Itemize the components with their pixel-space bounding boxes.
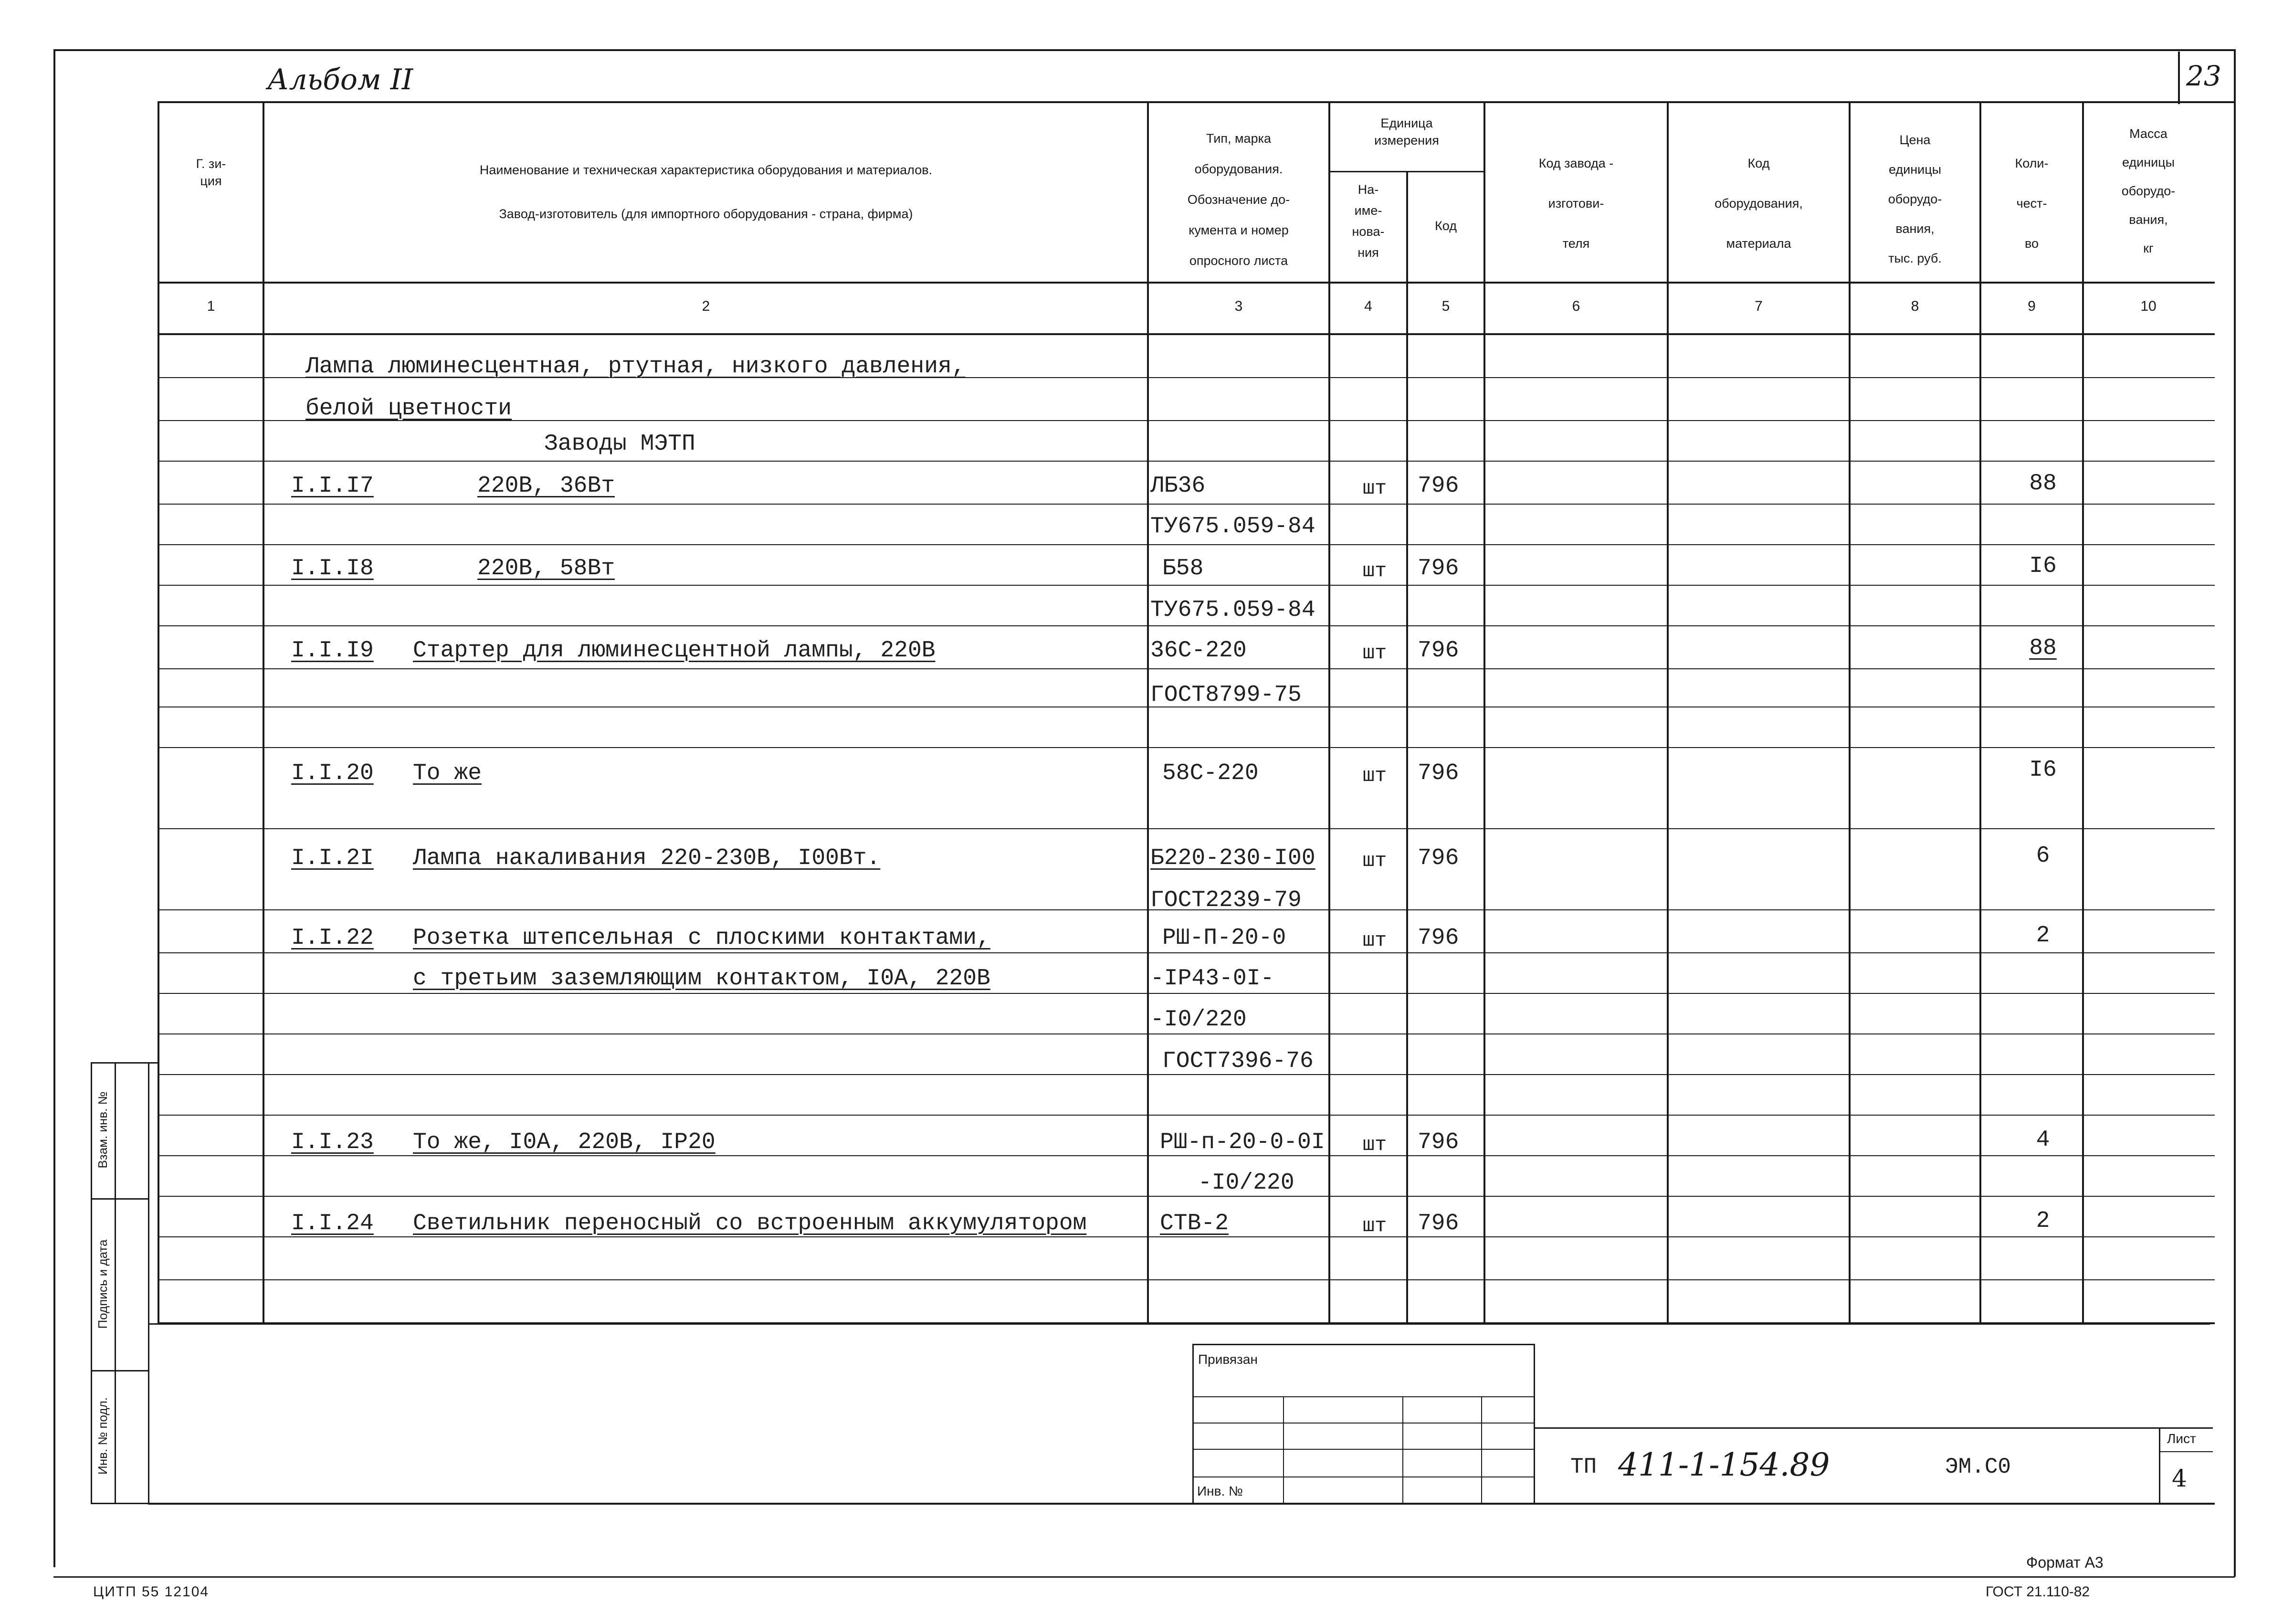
row-line	[158, 1196, 2215, 1197]
row-name: Лампа люминесцентная, ртутная, низкого давления,	[305, 354, 966, 380]
row-position: I.I.I7	[291, 473, 374, 499]
col-header-4: На- име- нова- ния	[1352, 182, 1385, 260]
table-top	[158, 101, 2234, 103]
sheet-box-left	[2159, 1427, 2160, 1504]
col-line-3	[1328, 101, 1330, 1323]
page-number-box-left	[2178, 52, 2180, 104]
row-type: ГОСТ8799-75	[1150, 682, 1302, 708]
col-line-5	[1483, 101, 1485, 1323]
row-code: 796	[1418, 638, 1459, 664]
row-name: То же, I0А, 220В, IP20	[413, 1129, 715, 1155]
row-type: ГОСТ7396-76	[1162, 1048, 1314, 1074]
row-type: -I0/220	[1198, 1170, 1294, 1196]
outer-frame-bottom	[53, 1576, 2235, 1578]
row-name: Стартер для люминесцентной лампы, 220В	[413, 638, 936, 664]
stamp-block-top	[1192, 1344, 1535, 1345]
row-type: -IP43-0I-	[1150, 966, 1274, 991]
album-label: Альбом II	[267, 63, 413, 96]
row-unit: шт	[1362, 1133, 1387, 1156]
col-header-5: Код	[1435, 219, 1457, 233]
row-position: I.I.23	[291, 1129, 374, 1155]
col-number-8: 8	[1911, 298, 1919, 314]
stamp-block-row4	[1192, 1476, 1535, 1477]
row-line	[158, 544, 2215, 545]
row-position: I.I.20	[291, 760, 374, 786]
row-unit: шт	[1362, 1214, 1387, 1237]
col-number-7: 7	[1755, 298, 1763, 314]
row-qty: 2	[2036, 923, 2050, 949]
row-position: I.I.I8	[291, 556, 374, 581]
side-stamp-right	[148, 1062, 149, 1504]
side-stamp-sep1	[91, 1198, 148, 1200]
stamp-block-left	[1192, 1344, 1194, 1504]
side-stamp-mid	[115, 1062, 116, 1504]
col-number-6: 6	[1572, 298, 1580, 314]
row-qty: 88	[2029, 471, 2057, 496]
bottom-frame-bottom	[148, 1503, 2215, 1505]
bottom-frame-top	[148, 1323, 2210, 1325]
row-name: 220В, 58Вт	[477, 556, 615, 581]
row-type: -I0/220	[1150, 1007, 1247, 1033]
stamp-block-row2	[1192, 1423, 1535, 1424]
row-type: ТУ675.059-84	[1150, 597, 1315, 623]
stamp-block-right	[1534, 1344, 1535, 1504]
row-type: 36С-220	[1150, 638, 1247, 664]
row-unit: шт	[1362, 642, 1387, 664]
row-code: 796	[1418, 760, 1459, 786]
col-line-8	[1979, 101, 1981, 1323]
stamp-block-row1	[1192, 1396, 1535, 1397]
stamp-block-vline1	[1283, 1396, 1284, 1504]
row-unit: шт	[1362, 849, 1387, 872]
row-line	[158, 1033, 2215, 1034]
row-type: РШ-П-20-0	[1162, 925, 1286, 951]
col-number-2: 2	[702, 298, 710, 314]
row-position: I.I.I9	[291, 638, 374, 664]
col-number-1: 1	[207, 298, 215, 314]
row-line	[158, 504, 2215, 505]
col-header-7: Код оборудования, материала	[1715, 156, 1803, 251]
row-line	[158, 668, 2215, 669]
colnum-bottom	[158, 333, 2215, 335]
row-name: То же	[413, 760, 482, 786]
stamp-block-vline3	[1481, 1396, 1482, 1504]
row-qty: 6	[2036, 843, 2050, 869]
row-line	[158, 993, 2215, 994]
row-position: I.I.2I	[291, 845, 374, 871]
row-type: Б58	[1162, 556, 1204, 581]
row-unit: шт	[1362, 929, 1387, 952]
outer-frame-left	[53, 49, 55, 1567]
row-line	[158, 747, 2215, 748]
row-line	[158, 828, 2215, 829]
row-line	[158, 625, 2215, 626]
stamp-block-vline2	[1402, 1396, 1403, 1504]
stamp-privyazan: Привязан	[1198, 1352, 1258, 1367]
row-name: Розетка штепсельная с плоскими контактами,	[413, 925, 990, 951]
row-qty: 2	[2036, 1208, 2050, 1234]
row-code: 796	[1418, 1129, 1459, 1155]
row-code: 796	[1418, 1211, 1459, 1236]
row-type: Б220-230-I00	[1150, 845, 1315, 871]
row-line	[158, 952, 2215, 953]
row-name: Лампа накаливания 220-230В, I00Вт.	[413, 845, 881, 871]
row-code: 796	[1418, 845, 1459, 871]
row-code: 796	[1418, 925, 1459, 951]
col-header-9: Коли- чест- во	[2015, 156, 2049, 251]
side-stamp-bottom	[91, 1503, 158, 1504]
col-header-2: Наименование и техническая характеристика оборудования и материалов. Завод-изготовитель (для импортного оборудования - страна, фирма)	[479, 163, 933, 221]
sheet-label: Лист	[2167, 1431, 2196, 1446]
row-unit: шт	[1362, 477, 1387, 500]
footer-gost: ГОСТ 21.110-82	[1986, 1584, 2090, 1600]
row-name: Заводы МЭТП	[544, 431, 695, 457]
sheet-number: 4	[2172, 1465, 2187, 1492]
row-qty: 4	[2036, 1127, 2050, 1153]
row-name: 220В, 36Вт	[477, 473, 615, 499]
row-type: ЛБ36	[1150, 473, 1206, 499]
row-type: ГОСТ2239-79	[1150, 887, 1302, 913]
doc-section: ЭМ.С0	[1945, 1455, 2011, 1479]
side-stamp-vzam: Взам. инв. №	[95, 1091, 110, 1169]
row-position: I.I.22	[291, 925, 374, 951]
row-type: 58С-220	[1162, 760, 1259, 786]
row-unit: шт	[1362, 559, 1387, 582]
outer-frame-top	[53, 49, 2235, 51]
row-line	[158, 1115, 2215, 1116]
stamp-block-row3	[1192, 1449, 1535, 1450]
row-line	[158, 1279, 2215, 1280]
table-left	[158, 101, 159, 1323]
col-number-9: 9	[2028, 298, 2036, 314]
side-stamp-sign: Подпись и дата	[95, 1239, 110, 1329]
col-line-2	[1147, 101, 1149, 1323]
col-header-unit-group: Единица измерения	[1374, 116, 1439, 148]
row-qty: I6	[2029, 757, 2057, 783]
row-type: ТУ675.059-84	[1150, 514, 1315, 539]
row-qty: 88	[2029, 635, 2057, 661]
col-header-3: Тип, марка оборудования. Обозначение до- кумента и номер опросного листа	[1187, 131, 1290, 268]
side-stamp-left	[91, 1062, 92, 1504]
footer-left-code: ЦИТП 55 12104	[93, 1584, 210, 1600]
col-header-1: Г. зи- ция	[196, 157, 226, 188]
row-code: 796	[1418, 473, 1459, 499]
doc-prefix: ТП	[1570, 1455, 1597, 1479]
footer-format: Формат А3	[2026, 1554, 2104, 1571]
header-bottom	[158, 282, 2215, 284]
row-type: РШ-п-20-0-0I	[1160, 1129, 1325, 1155]
page-number: 23	[2186, 60, 2221, 92]
col-number-10: 10	[2140, 298, 2157, 314]
row-line	[158, 585, 2215, 586]
row-code: 796	[1418, 556, 1459, 581]
doc-block-top	[1535, 1427, 2213, 1429]
outer-frame-right	[2234, 49, 2236, 1577]
row-qty: I6	[2029, 553, 2057, 579]
col-number-3: 3	[1234, 298, 1243, 314]
row-name: белой цветности	[305, 396, 512, 422]
stamp-inv-no: Инв. №	[1197, 1484, 1243, 1498]
col-line-6	[1667, 101, 1669, 1323]
doc-number-handwritten: 411-1-154.89	[1618, 1446, 1830, 1483]
col-line-7	[1849, 101, 1851, 1323]
row-name: с третьим заземляющим контактом, I0А, 220В	[413, 966, 990, 991]
sheet-box-sep	[2159, 1451, 2213, 1452]
col-header-8: Цена единицы оборудо- вания, тыс. руб.	[1888, 133, 1942, 265]
row-name: Светильник переносный со встроенным аккумулятором	[413, 1211, 1087, 1236]
row-unit: шт	[1362, 764, 1387, 787]
row-line	[158, 461, 2215, 462]
row-type: СТВ-2	[1160, 1211, 1229, 1236]
col-number-5: 5	[1441, 298, 1450, 314]
col-header-6: Код завода - изготови- теля	[1538, 156, 1614, 251]
col-number-4: 4	[1364, 298, 1372, 314]
side-stamp-top	[91, 1062, 158, 1064]
side-stamp-inv: Инв. № подл.	[95, 1397, 110, 1475]
col-header-10: Масса единицы оборудо- вания, кг	[2121, 127, 2176, 255]
col-line-1	[263, 101, 264, 1323]
row-position: I.I.24	[291, 1211, 374, 1236]
